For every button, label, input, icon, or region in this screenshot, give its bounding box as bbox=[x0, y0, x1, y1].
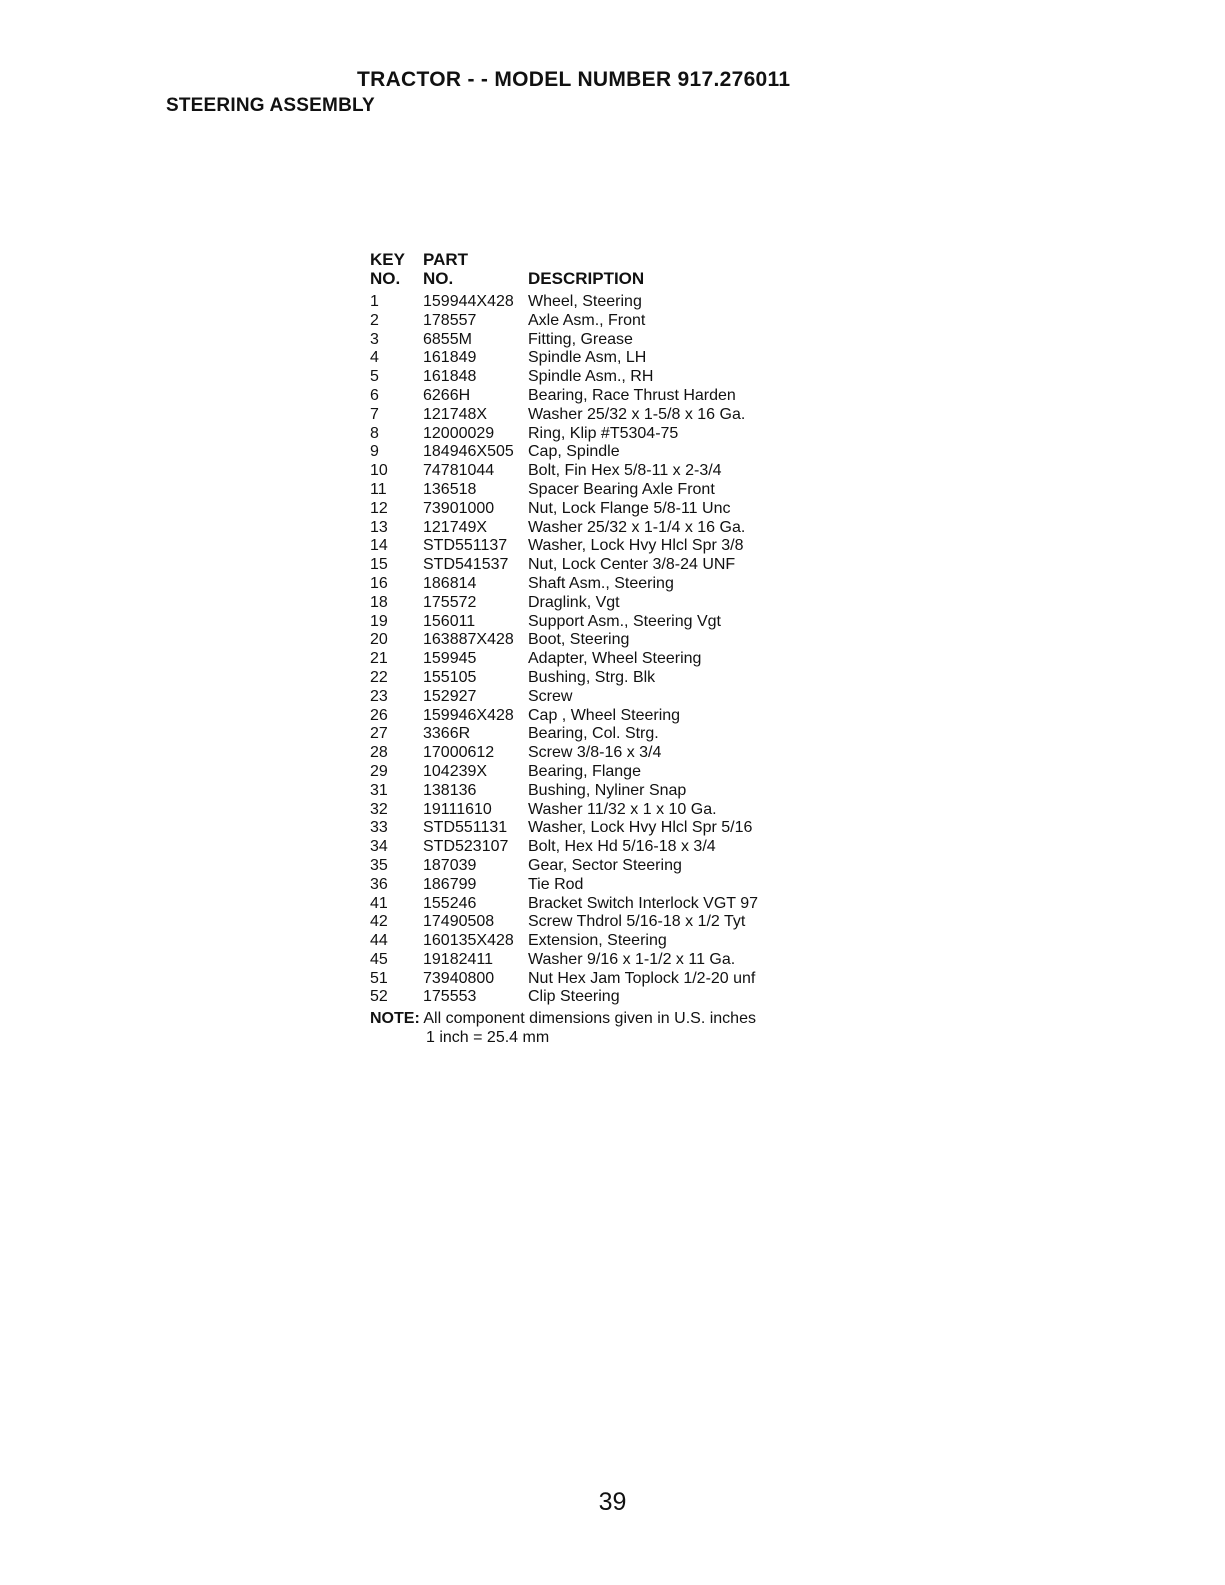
part-number-cell: 156011 bbox=[423, 612, 476, 630]
key-cell: 1 bbox=[370, 293, 379, 310]
description-cell: Nut, Lock Center 3/8-24 UNF bbox=[528, 556, 736, 574]
key-cell: 21 bbox=[370, 650, 388, 668]
part-number-cell: 74781044 bbox=[423, 462, 495, 480]
table-row bbox=[370, 650, 758, 669]
key-cell: 23 bbox=[370, 687, 388, 705]
description-cell: Screw 3/8-16 x 3/4 bbox=[528, 744, 662, 762]
key-cell: 9 bbox=[370, 443, 379, 461]
description-cell: Washer 11/32 x 1 x 10 Ga. bbox=[528, 800, 717, 818]
table-row bbox=[370, 425, 758, 444]
description-cell: Wheel, Steering bbox=[528, 293, 642, 310]
part-number-cell: STD551131 bbox=[423, 819, 508, 837]
part-number-cell: 152927 bbox=[423, 687, 477, 705]
key-cell: 18 bbox=[370, 593, 388, 611]
description-cell: Gear, Sector Steering bbox=[528, 856, 682, 874]
table-row bbox=[370, 331, 758, 350]
description-cell: Adapter, Wheel Steering bbox=[528, 650, 702, 668]
table-row bbox=[370, 988, 758, 1007]
key-cell: 12 bbox=[370, 499, 388, 517]
key-cell: 27 bbox=[370, 725, 388, 743]
part-number-cell: 186814 bbox=[423, 574, 477, 592]
key-cell: 7 bbox=[370, 405, 379, 423]
part-number-cell: 159944X428 bbox=[423, 293, 514, 310]
description-cell: Support Asm., Steering Vgt bbox=[528, 612, 721, 630]
key-cell: 20 bbox=[370, 631, 388, 649]
section-title: STEERING ASSEMBLY bbox=[166, 95, 375, 116]
table-row bbox=[370, 819, 758, 838]
description-cell: Extension, Steering bbox=[528, 932, 667, 950]
table-row bbox=[370, 801, 758, 820]
table-row bbox=[370, 613, 758, 632]
description-cell: Spacer Bearing Axle Front bbox=[528, 480, 715, 498]
description-cell: Draglink, Vgt bbox=[528, 593, 620, 611]
table-row bbox=[370, 631, 758, 650]
key-cell: 28 bbox=[370, 744, 388, 762]
part-number-cell: 184946X505 bbox=[423, 443, 514, 461]
key-cell: 11 bbox=[370, 480, 387, 498]
table-row bbox=[370, 895, 758, 914]
part-number-cell: 187039 bbox=[423, 856, 477, 874]
description-cell: Washer 25/32 x 1-1/4 x 16 Ga. bbox=[528, 518, 746, 536]
key-cell: 51 bbox=[370, 969, 388, 987]
key-cell: 44 bbox=[370, 932, 388, 950]
key-cell: 41 bbox=[370, 894, 388, 912]
description-cell: Fitting, Grease bbox=[528, 330, 633, 348]
part-number-cell: 163887X428 bbox=[423, 631, 514, 649]
part-number-cell: 104239X bbox=[423, 762, 488, 780]
part-number-cell: 136518 bbox=[423, 480, 477, 498]
description-cell: Bracket Switch Interlock VGT 97 bbox=[528, 894, 759, 912]
table-row bbox=[370, 387, 758, 406]
description-cell: Bearing, Flange bbox=[528, 762, 641, 780]
key-cell: 5 bbox=[370, 368, 379, 386]
description-cell: Screw Thdrol 5/16-18 x 1/2 Tyt bbox=[528, 913, 746, 931]
table-row bbox=[370, 876, 758, 895]
key-cell: 16 bbox=[370, 574, 388, 592]
description-cell: Washer 25/32 x 1-5/8 x 16 Ga. bbox=[528, 405, 746, 423]
key-cell: 34 bbox=[370, 838, 388, 856]
part-number-cell: 3366R bbox=[423, 725, 471, 743]
page-number: 39 bbox=[598, 1488, 627, 1516]
description-cell: Spindle Asm, LH bbox=[528, 349, 647, 367]
part-number-cell: 186799 bbox=[423, 875, 477, 893]
table-row bbox=[370, 443, 758, 462]
note bbox=[370, 1009, 758, 1047]
key-cell: 42 bbox=[370, 913, 388, 931]
table-row bbox=[370, 763, 758, 782]
key-cell: 33 bbox=[370, 819, 388, 837]
table-row bbox=[370, 462, 758, 481]
part-number-cell: 159946X428 bbox=[423, 706, 514, 724]
part-number-cell: 73940800 bbox=[423, 969, 495, 987]
header-key: KEY bbox=[370, 250, 405, 269]
key-cell: 36 bbox=[370, 875, 388, 893]
description-cell: Bolt, Hex Hd 5/16-18 x 3/4 bbox=[528, 838, 716, 856]
part-number-cell: 12000029 bbox=[423, 424, 495, 442]
key-cell: 52 bbox=[370, 988, 388, 1006]
part-number-cell: 175572 bbox=[423, 593, 477, 611]
key-cell: 2 bbox=[370, 311, 379, 329]
table-header-top bbox=[370, 250, 758, 269]
header-part: PART bbox=[423, 250, 469, 269]
key-cell: 8 bbox=[370, 424, 379, 442]
description-cell: Washer, Lock Hvy Hlcl Spr 5/16 bbox=[528, 819, 753, 837]
part-number-cell: 6266H bbox=[423, 386, 471, 404]
part-number-cell: 73901000 bbox=[423, 499, 495, 517]
page-title: TRACTOR - - MODEL NUMBER 917.276011 bbox=[357, 68, 791, 91]
note-text: All component dimensions given in U.S. inches bbox=[423, 1010, 756, 1028]
table-row bbox=[370, 707, 758, 726]
note-line-2: 1 inch = 25.4 mm bbox=[426, 1029, 550, 1047]
table-row bbox=[370, 838, 758, 857]
key-cell: 14 bbox=[370, 537, 388, 555]
description-cell: Bearing, Col. Strg. bbox=[528, 725, 659, 743]
part-number-cell: 155246 bbox=[423, 894, 477, 912]
table-row bbox=[370, 951, 758, 970]
part-number-cell: 155105 bbox=[423, 668, 477, 686]
description-cell: Ring, Klip #T5304-75 bbox=[528, 424, 679, 442]
key-cell: 31 bbox=[370, 781, 388, 799]
table-row bbox=[370, 932, 758, 951]
table-row bbox=[370, 970, 758, 989]
key-cell: 32 bbox=[370, 800, 388, 818]
table-row bbox=[370, 519, 758, 538]
table-row bbox=[370, 293, 758, 312]
description-cell: Nut, Lock Flange 5/8-11 Unc bbox=[528, 499, 731, 517]
table-row bbox=[370, 594, 758, 613]
key-cell: 29 bbox=[370, 762, 388, 780]
part-number-cell: 121748X bbox=[423, 405, 488, 423]
parts-rows bbox=[370, 293, 758, 1007]
table-header-bottom bbox=[370, 269, 758, 288]
note-label: NOTE: bbox=[370, 1010, 420, 1028]
description-cell: Bolt, Fin Hex 5/8-11 x 2-3/4 bbox=[528, 462, 722, 480]
part-number-cell: 121749X bbox=[423, 518, 488, 536]
table-row bbox=[370, 688, 758, 707]
part-number-cell: 19111610 bbox=[423, 800, 492, 818]
description-cell: Washer 9/16 x 1-1/2 x 11 Ga. bbox=[528, 950, 736, 968]
table-row bbox=[370, 669, 758, 688]
part-number-cell: 178557 bbox=[423, 311, 477, 329]
table-row bbox=[370, 725, 758, 744]
table-row bbox=[370, 913, 758, 932]
part-number-cell: 161849 bbox=[423, 349, 477, 367]
key-cell: 45 bbox=[370, 950, 388, 968]
table-row bbox=[370, 782, 758, 801]
key-cell: 26 bbox=[370, 706, 388, 724]
description-cell: Bushing, Strg. Blk bbox=[528, 668, 656, 686]
description-cell: Washer, Lock Hvy Hlcl Spr 3/8 bbox=[528, 537, 744, 555]
part-number-cell: 19182411 bbox=[423, 950, 493, 968]
description-cell: Screw bbox=[528, 687, 573, 705]
description-cell: Axle Asm., Front bbox=[528, 311, 646, 329]
key-cell: 13 bbox=[370, 518, 388, 536]
table-row bbox=[370, 744, 758, 763]
part-number-cell: 161848 bbox=[423, 368, 477, 386]
header-key-no: NO. bbox=[370, 269, 401, 288]
header-part-no: NO. bbox=[423, 269, 454, 288]
description-cell: Spindle Asm., RH bbox=[528, 368, 654, 386]
part-number-cell: STD541537 bbox=[423, 556, 509, 574]
key-cell: 35 bbox=[370, 856, 388, 874]
description-cell: Cap , Wheel Steering bbox=[528, 706, 681, 724]
table-row bbox=[370, 312, 758, 331]
part-number-cell: 160135X428 bbox=[423, 932, 514, 950]
table-row bbox=[370, 481, 758, 500]
table-row bbox=[370, 368, 758, 387]
key-cell: 6 bbox=[370, 386, 379, 404]
part-number-cell: STD551137 bbox=[423, 537, 508, 555]
description-cell: Clip Steering bbox=[528, 988, 620, 1006]
description-cell: Tie Rod bbox=[528, 875, 584, 893]
table-row bbox=[370, 857, 758, 876]
description-cell: Shaft Asm., Steering bbox=[528, 574, 674, 592]
table-row bbox=[370, 406, 758, 425]
note-line-1 bbox=[370, 1009, 758, 1028]
key-cell: 22 bbox=[370, 668, 388, 686]
key-cell: 15 bbox=[370, 556, 388, 574]
part-number-cell: 6855M bbox=[423, 330, 472, 348]
part-number-cell: 159945 bbox=[423, 650, 477, 668]
table-row bbox=[370, 537, 758, 556]
description-cell: Boot, Steering bbox=[528, 631, 630, 649]
part-number-cell: 17490508 bbox=[423, 913, 495, 931]
description-cell: Cap, Spindle bbox=[528, 443, 620, 461]
table-row bbox=[370, 500, 758, 519]
part-number-cell: 17000612 bbox=[423, 744, 495, 762]
key-cell: 4 bbox=[370, 349, 379, 367]
table-row bbox=[370, 349, 758, 368]
description-cell: Nut Hex Jam Toplock 1/2-20 unf bbox=[528, 969, 756, 987]
header-description: DESCRIPTION bbox=[528, 269, 645, 288]
table-row bbox=[370, 575, 758, 594]
key-cell: 3 bbox=[370, 330, 379, 348]
part-number-cell: 138136 bbox=[423, 781, 477, 799]
key-cell: 19 bbox=[370, 612, 388, 630]
parts-list bbox=[370, 250, 758, 1047]
part-number-cell: STD523107 bbox=[423, 838, 509, 856]
description-cell: Bearing, Race Thrust Harden bbox=[528, 386, 736, 404]
table-row bbox=[370, 556, 758, 575]
key-cell: 10 bbox=[370, 462, 388, 480]
description-cell: Bushing, Nyliner Snap bbox=[528, 781, 687, 799]
part-number-cell: 175553 bbox=[423, 988, 477, 1006]
